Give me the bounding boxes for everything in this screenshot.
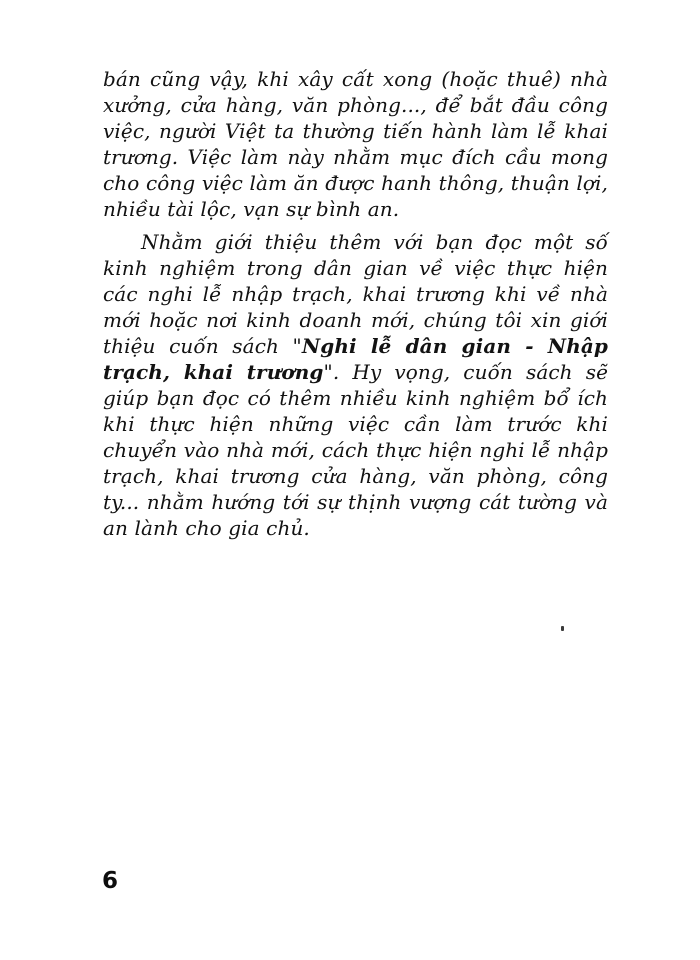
paragraph-introduction <box>103 229 608 541</box>
scan-artifact-speck <box>561 626 564 631</box>
book-title-emphasis: Nghi lễ dân gian - Nhập trạch, khai trương <box>103 334 608 384</box>
body-text-segment: bán cũng vậy, khi xây cất xong (hoặc thuê) nhà xưởng, cửa hàng, văn phòng..., để bắt đầu công việc, người Việt ta thường tiến hành làm lễ khai trương. Việc làm này nhằm mục đích cầu mong cho công việc làm ăn được hanh thông, thuận lợi, nhiều tài lộc, vạn sự bình an. <box>103 67 608 221</box>
body-text-segment: ". Hy vọng, cuốn sách sẽ giúp bạn đọc có thêm nhiều kinh nghiệm bổ ích khi thực hiện những việc cần làm trước khi chuyển vào nhà mới, cách thực hiện nghi lễ nhập trạch, khai trương cửa hàng, văn phòng, công ty... nhằm hướng tới sự thịnh vượng cát tường và an lành cho gia chủ. <box>103 360 609 540</box>
page-text-block <box>103 66 608 541</box>
page-number: 6 <box>102 868 119 894</box>
body-text-segment: Nhằm giới thiệu thêm với bạn đọc một số kinh nghiệm trong dân gian về việc thực hiện các nghi lễ nhập trạch, khai trương khi về nhà mới hoặc nơi kinh doanh mới, chúng tôi xin giới thiệu cuốn sách " <box>103 230 608 358</box>
paragraph-continuation <box>103 66 608 222</box>
